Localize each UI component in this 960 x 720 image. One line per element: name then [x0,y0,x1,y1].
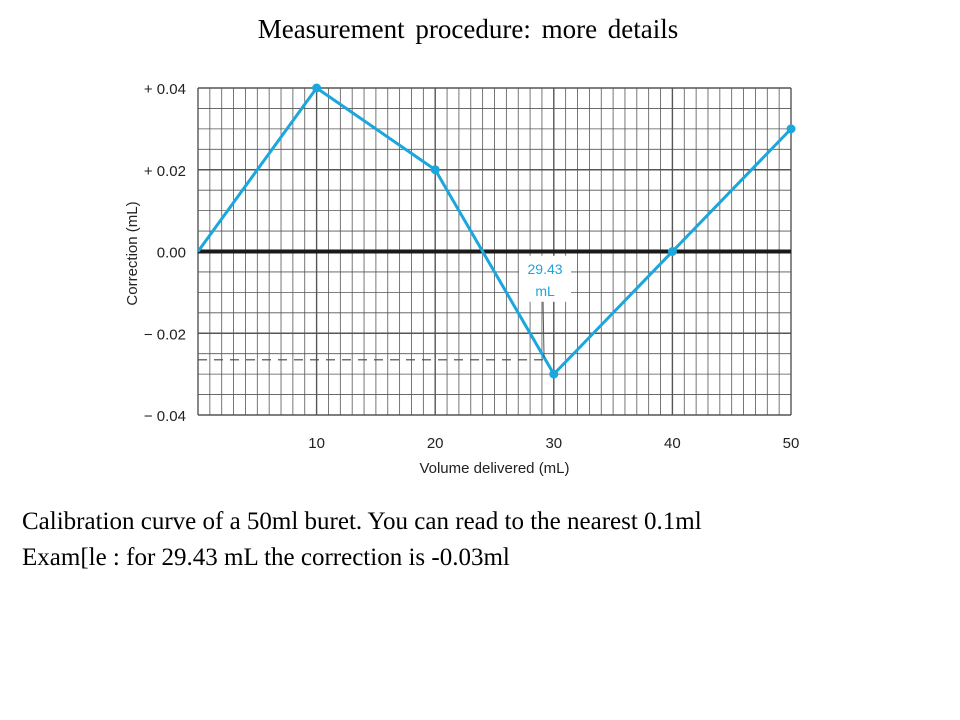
data-point [549,370,558,379]
y-tick-label: − 0.04 [143,408,186,425]
x-tick-label: 30 [545,435,563,452]
x-axis-label: Volume delivered (mL) [419,460,570,477]
x-tick-label: 40 [664,435,681,452]
data-point [312,84,321,93]
annotation-pointer [543,302,544,358]
data-point [787,124,796,133]
annotation [519,256,571,358]
y-tick-label: − 0.02 [143,326,186,344]
y-tick-label: + 0.04 [143,81,186,98]
y-axis-label: Correction (mL) [124,201,141,306]
caption-line-1: Calibration curve of a 50ml buret. You can read to the nearest 0.1ml [22,508,702,535]
x-tick-labels [308,435,799,452]
y-tick-labels [144,81,186,425]
x-tick-label: 10 [308,435,325,452]
data-point [431,165,440,174]
caption-line-2: Exam[le : for 29.43 mL the correction is -0.03ml [22,544,510,571]
y-tick-label: 0.00 [156,244,186,262]
slide-title: Measurement procedure: more details [257,14,679,44]
annotation-unit: mL [535,282,555,299]
annotation-value: 29.43 [527,260,563,277]
y-tick-label: + 0.02 [143,162,186,180]
x-tick-label: 50 [782,435,800,452]
data-point [668,247,677,256]
x-tick-label: 20 [426,435,444,452]
